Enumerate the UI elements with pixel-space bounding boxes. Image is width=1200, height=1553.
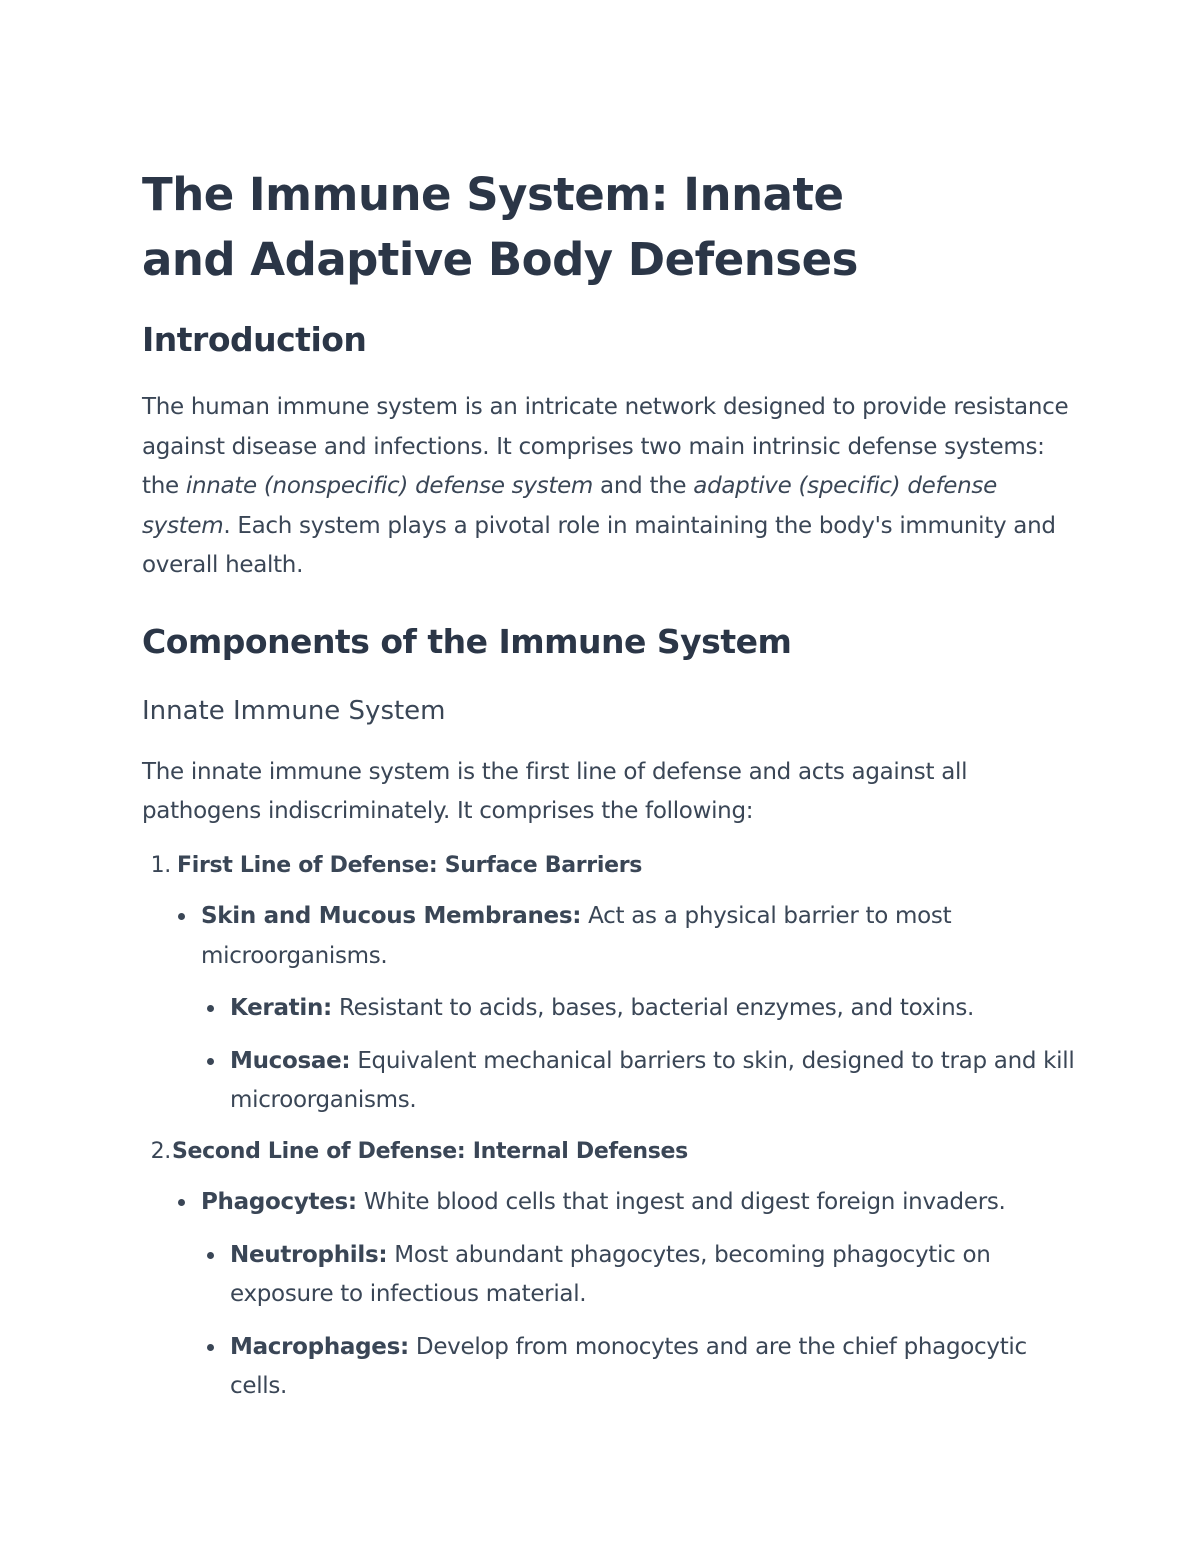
- term: Neutrophils:: [230, 1241, 388, 1268]
- defense-lines-list: [142, 846, 1080, 1407]
- intro-text-2: and the: [593, 473, 694, 499]
- bullet-icon: [207, 1252, 214, 1259]
- bullet-icon: [207, 1344, 214, 1351]
- list-item-title: First Line of Defense: Surface Barriers: [177, 852, 643, 878]
- list-item: [230, 989, 1080, 1029]
- description: Resistant to acids, bases, bacterial enzymes, and toxins.: [331, 995, 975, 1021]
- list-item-title: Second Line of Defense: Internal Defenses: [172, 1138, 688, 1164]
- bullet-icon: [178, 913, 185, 920]
- list-number: 1.: [150, 852, 171, 878]
- term: Keratin:: [230, 995, 332, 1021]
- description: Act as a physical barrier to most microorganisms.: [201, 903, 952, 969]
- innate-heading: Innate Immune System: [142, 695, 446, 726]
- description: Most abundant phagocytes, becoming phagocytic on exposure to infectious material.: [230, 1241, 991, 1307]
- bullet-sublist: [230, 1236, 1080, 1407]
- introduction-paragraph: [142, 388, 1080, 586]
- intro-italic-innate: innate (nonspecific) defense system: [185, 473, 594, 499]
- intro-text-1: The human immune system is an intricate network designed to provide resistance against disease and infections. It comprises two main intrinsic defense systems: the: [142, 394, 1069, 499]
- innate-paragraph: The innate immune system is the first line of defense and acts against all pathogens indiscriminately. It comprises the following:: [142, 758, 968, 824]
- description: White blood cells that ingest and digest foreign invaders.: [356, 1189, 1006, 1215]
- description: Equivalent mechanical barriers to skin, designed to trap and kill microorganisms.: [230, 1047, 1075, 1113]
- term: Mucosae:: [230, 1047, 351, 1074]
- bullet-icon: [207, 1005, 214, 1012]
- bullet-sublist: [230, 989, 1080, 1121]
- list-item: [230, 1042, 1080, 1121]
- list-item: [142, 846, 1080, 1121]
- list-item: [230, 1328, 1080, 1407]
- page-title: The Immune System: Innate and Adaptive Body Defenses: [142, 168, 858, 286]
- term: Phagocytes:: [201, 1189, 357, 1215]
- bullet-icon: [178, 1199, 185, 1206]
- term: Skin and Mucous Membranes:: [201, 903, 582, 929]
- list-item: [142, 1132, 1080, 1407]
- term: Macrophages:: [230, 1333, 409, 1360]
- list-number: 2.: [150, 1138, 171, 1164]
- introduction-heading: Introduction: [142, 320, 367, 359]
- list-item: [201, 1183, 1080, 1407]
- list-item: [230, 1236, 1080, 1315]
- bullet-list: [201, 1183, 1080, 1407]
- list-item-header: [142, 1132, 1080, 1172]
- list-item-header: [142, 846, 1080, 886]
- intro-text-3: . Each system plays a pivotal role in maintaining the body's immunity and overall health.: [142, 512, 1056, 578]
- bullet-list: [201, 897, 1080, 1121]
- components-heading: Components of the Immune System: [142, 621, 792, 661]
- list-item: [201, 897, 1080, 1121]
- bullet-icon: [207, 1058, 214, 1065]
- intro-italic-adaptive: adaptive (specific) defense system: [142, 473, 997, 539]
- description: Develop from monocytes and are the chief phagocytic cells.: [230, 1333, 1027, 1399]
